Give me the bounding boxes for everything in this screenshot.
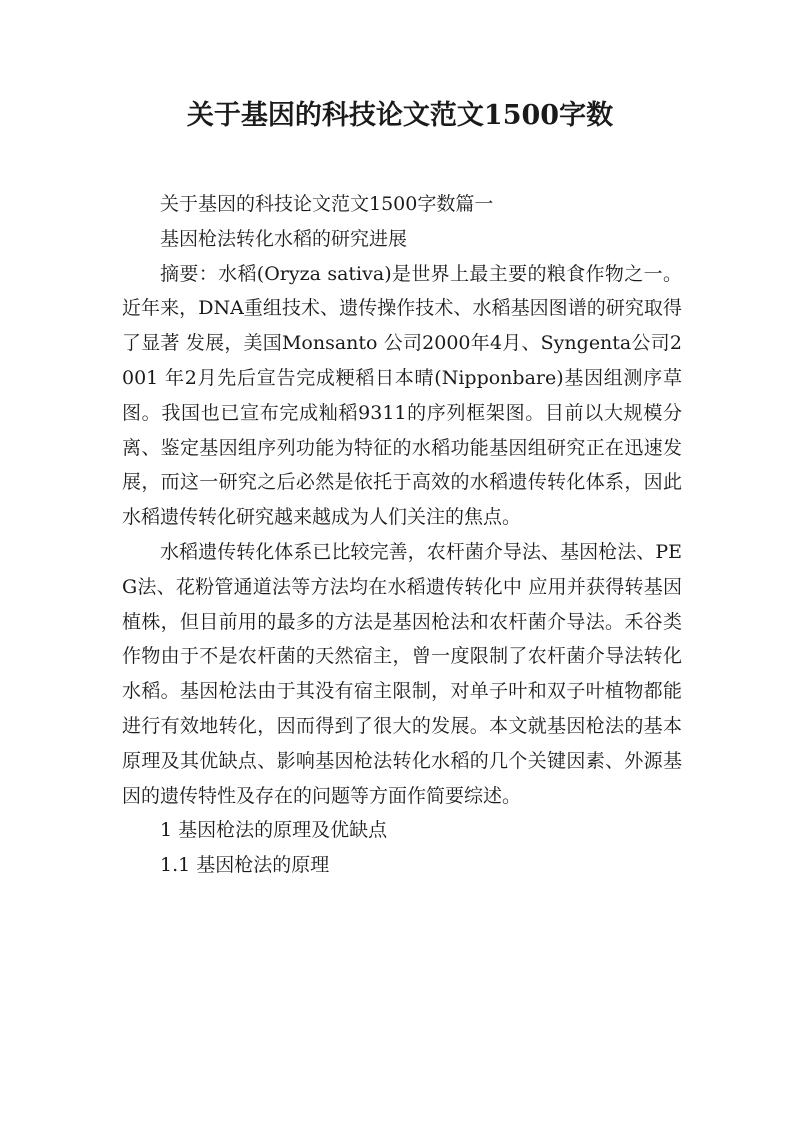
body-paragraph: 水稻遗传转化体系已比较完善，农杆菌介导法、基因枪法、PEG法、花粉管通道法等方法均在水稻遗传转化中 应用并获得转基因植株，但目前用的最多的方法是基因枪法和农杆菌介导法。禾谷类作物由于不是农杆菌的天然宿主，曾一度限制了农杆菌介导法转化水稻。基因枪法由于其没有宿主限制，对单子叶和双子叶植物都能进行有效地转化，因而得到了很大的发展。本文就基因枪法的基本原理及其优缺点、影响基因枪法转化水稻的几个关键因素、外源基因的遗传特性及存在的问题等方面作简要综述。: [122, 540, 682, 807]
article-subtitle: 基因枪法转化水稻的研究进展: [160, 227, 408, 250]
document-title: 关于基因的科技论文范文1500字数: [186, 100, 614, 131]
article-heading: 关于基因的科技论文范文1500字数篇一: [160, 193, 494, 215]
abstract-paragraph: 摘要：水稻(Oryza sativa)是世界上最主要的粮食作物之一。近年来，DNA重组技术、遗传操作技术、水稻基因图谱的研究取得了显著 发展，美国Monsanto 公司2000年4月、Syngenta公司2001 年2月先后宣告完成粳稻日本晴(Nipponbare)基因组测序草图。我国也已宣布完成籼稻9311的序列框架图。目前以大规模分离、鉴定基因组序列功能为特征的水稻功能基因组研究正在迅速发展，而这一研究之后必然是依托于高效的水稻遗传转化体系，因此水稻遗传转化研究越来越成为人们关注的焦点。: [122, 262, 682, 529]
section-heading: 1 基因枪法的原理及优缺点: [160, 819, 388, 842]
document-body: [122, 187, 682, 883]
subsection-heading: 1.1 基因枪法的原理: [160, 854, 330, 877]
